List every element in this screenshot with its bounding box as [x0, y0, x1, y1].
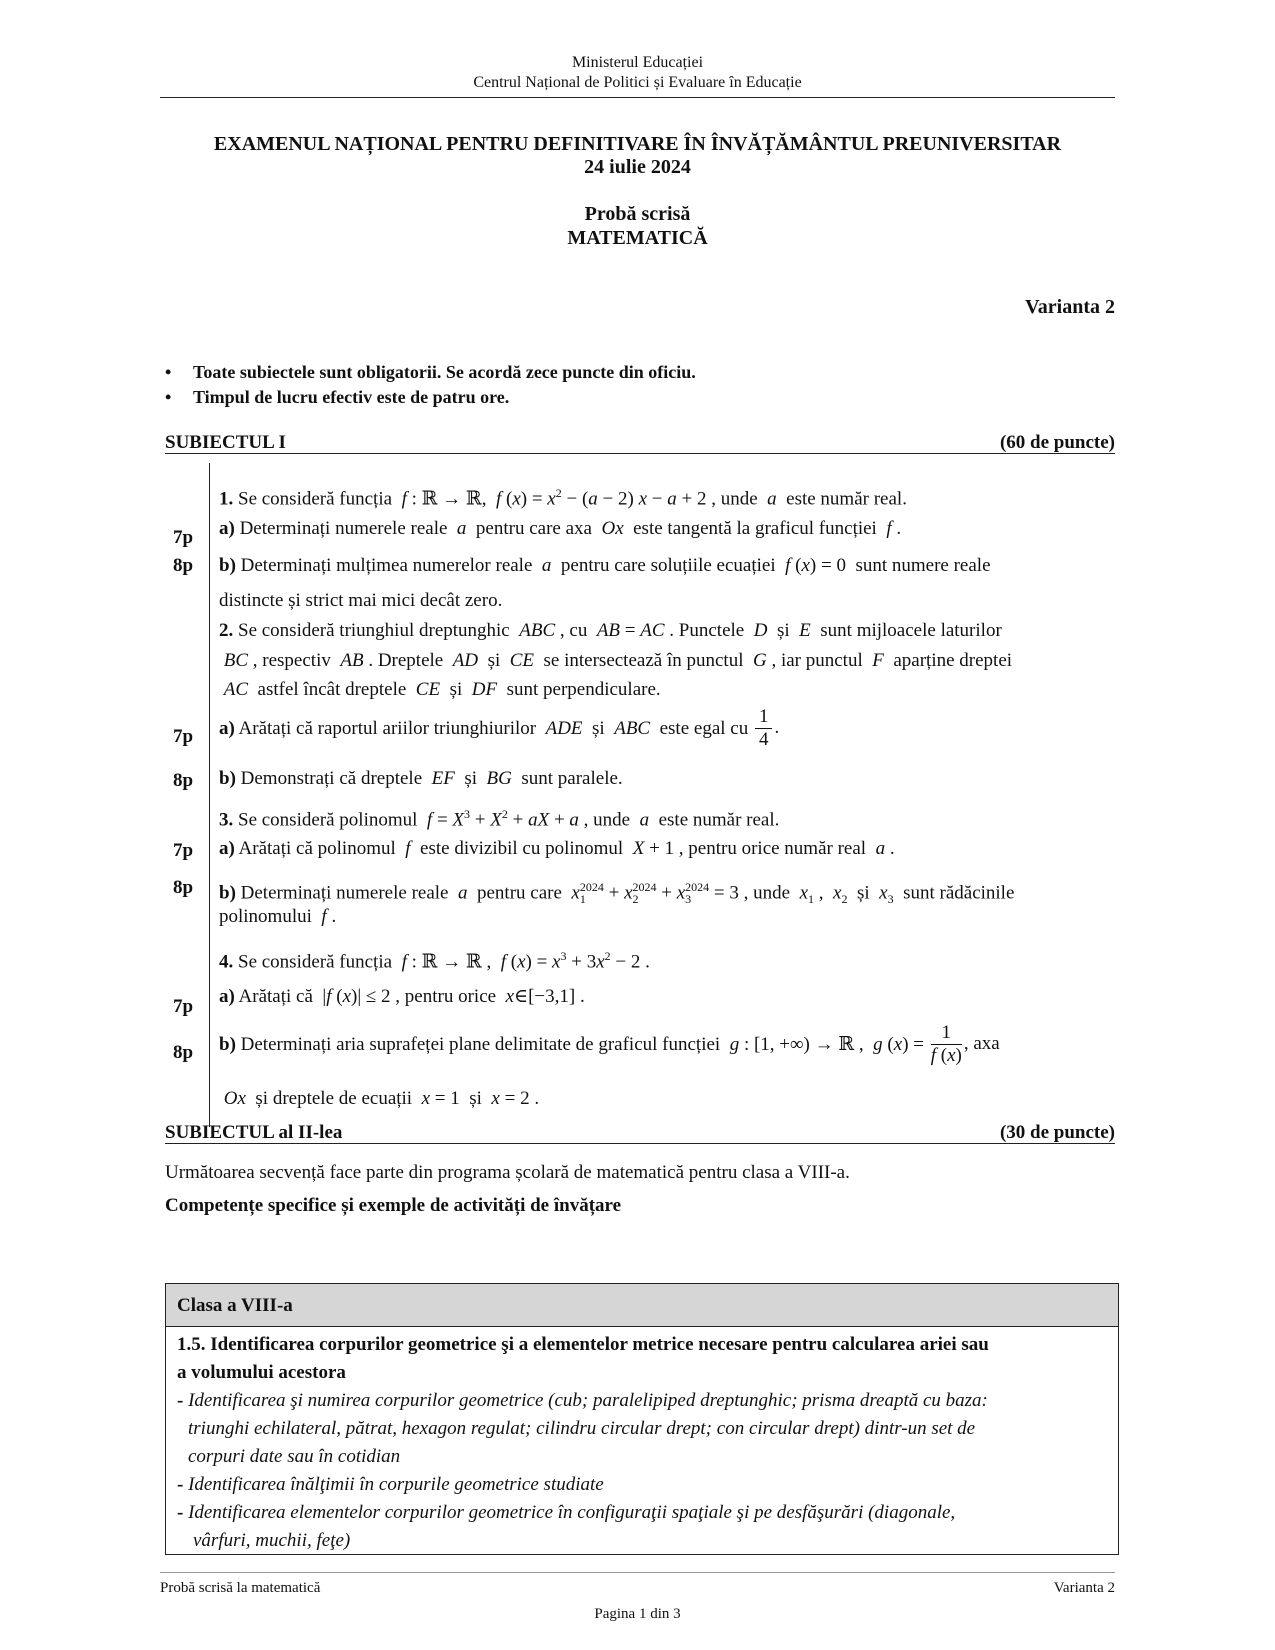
problem-4a: a) Arătați că |f (x)| ≤ 2 , pentru orice x∈[−3,1] .: [219, 986, 585, 1007]
section-2-intro: Următoarea secvență face parte din programa școlară de matematică pentru clasa a VIII-a.: [165, 1162, 850, 1183]
footer-left: Probă scrisă la matematică: [160, 1580, 321, 1596]
points-2a: 7p: [173, 726, 194, 747]
footer-rule: [160, 1572, 1115, 1573]
instruction-item: • Toate subiectele sunt obligatorii. Se acordă zece puncte din oficiu.: [165, 362, 696, 382]
footer-right: Varianta 2: [1053, 1580, 1115, 1596]
activity-item: - Identificarea şi numirea corpurilor geometrice (cub; paralelipiped dreptunghic; prisma dreaptă cu baza:: [177, 1390, 988, 1411]
section-1-points: (60 de puncte): [999, 432, 1115, 453]
problem-2-line2: BC , respectiv AB . Dreptele AD și CE se intersectează în punctul G , iar punctul F aparține dreptei: [223, 650, 1013, 671]
ministry-name: Ministerul Educației: [571, 54, 704, 71]
section-1-heading: [165, 433, 1115, 454]
problem-1b-line1: b) Determinați mulțimea numerelor reale a pentru care soluțiile ecuației f (x) = 0 sunt numere reale: [219, 555, 991, 576]
section-1-title: SUBIECTUL I: [165, 432, 286, 453]
problem-3b-line1: b) Determinați numerele reale a pentru care $x_1^{2024} + x_2^{2024} + x_3^{2024} = 3$ , unde $x_1$ , $x_2$ și $x_3$ sunt rădăcinile: [219, 880, 1015, 907]
points-3a: 7p: [173, 840, 194, 861]
problem-1-statement: 1. Se consideră funcția f : ℝ → ℝ, f $(x) = x^2 - (a - 2) x - a + 2$ , unde a este număr real.: [219, 486, 907, 510]
points-4a: 7p: [173, 996, 194, 1017]
problem-2b: b) Demonstrați că dreptele EF și BG sunt paralele.: [219, 768, 623, 789]
activity-item-cont: triunghi echilateral, pătrat, hexagon regulat; cilindru circular drept; con circular drept) dintr-un set de: [188, 1418, 976, 1439]
exam-type: Probă scrisă: [584, 203, 691, 225]
section-2-subheading: Competențe specifice și exemple de activități de învățare: [165, 1195, 622, 1216]
activity-item-cont: corpuri date sau în cotidian: [188, 1446, 401, 1467]
problem-1b-line2: distincte și strict mai mici decât zero.: [219, 590, 503, 611]
exam-title: EXAMENUL NAȚIONAL PENTRU DEFINITIVARE ÎN ÎNVĂȚĂMÂNTUL PREUNIVERSITAR: [213, 133, 1062, 155]
variant-label: Varianta 2: [1025, 296, 1115, 318]
section-2-heading: [165, 1123, 1115, 1144]
problem-2-line1: 2. Se consideră triunghiul dreptunghic ABC , cu AB = AC . Punctele D și E sunt mijloacele laturilor: [219, 620, 1002, 641]
table-body: [166, 1327, 1118, 1559]
competence-line: a volumului acestora: [177, 1362, 346, 1383]
instructions-list: [165, 360, 696, 410]
curriculum-table: [165, 1283, 1119, 1555]
problem-3-statement: 3. Se consideră polinomul $f = X^3 + X^2$ + aX + a , unde a este număr real.: [219, 807, 780, 831]
section-2-title: SUBIECTUL al II-lea: [165, 1122, 343, 1143]
center-name: Centrul Național de Politici și Evaluare în Educație: [473, 74, 802, 91]
problem-2a: a) Arătați că raportul ariilor triunghiurilor ADE și ABC este egal cu $\frac{1}{4}$ .: [219, 706, 780, 750]
problem-3a: a) Arătați că polinomul f este divizibil cu polinomul X + 1 , pentru orice număr real a .: [219, 838, 895, 859]
problem-4b-line1: b) Determinați aria suprafeței plane delimitate de graficul funcției g : [1, +∞) → ℝ , g (x) = $\frac{1}{f (x)}$ , axa: [219, 1022, 1000, 1066]
activity-item: - Identificarea elementelor corpurilor geometrice în configuraţii spaţiale şi pe desfăşurări (diagonale,: [177, 1502, 956, 1523]
points-4b: 8p: [173, 1042, 194, 1063]
competence-line: 1.5. Identificarea corpurilor geometrice şi a elementelor metrice necesare pentru calcularea ariei sau: [177, 1334, 989, 1355]
table-header: Clasa a VIII-a: [166, 1284, 1118, 1327]
problem-2-line3: AC astfel încât dreptele CE și DF sunt perpendiculare.: [223, 679, 661, 700]
exam-date: 24 iulie 2024: [584, 156, 691, 178]
points-2b: 8p: [173, 770, 194, 791]
points-1b: 8p: [173, 555, 194, 576]
problem-3b-line2: polinomului f .: [219, 906, 337, 927]
problem-1a: a) Determinați numerele reale a pentru care axa Ox este tangentă la graficul funcției f .: [219, 518, 902, 539]
points-1a: 7p: [173, 527, 194, 548]
instruction-item: • Timpul de lucru efectiv este de patru ore.: [165, 387, 510, 407]
points-3b: 8p: [173, 877, 194, 898]
problems-vertical-rule: [209, 463, 210, 1127]
problem-4b-line2: Ox și dreptele de ecuații x = 1 și x = 2 .: [223, 1088, 540, 1109]
activity-item-cont: vârfuri, muchii, feţe): [193, 1530, 351, 1551]
activity-item: - Identificarea înălţimii în corpurile geometrice studiate: [177, 1474, 604, 1495]
exam-subject: MATEMATICĂ: [567, 227, 708, 249]
problem-4-statement: 4. Se consideră funcția f : ℝ → ℝ , f $(x) = x^3 + 3x^2 - 2$ .: [219, 949, 650, 973]
section-2-points: (30 de puncte): [999, 1122, 1115, 1143]
page-number: Pagina 1 din 3: [594, 1606, 681, 1622]
header-rule: [160, 97, 1115, 98]
